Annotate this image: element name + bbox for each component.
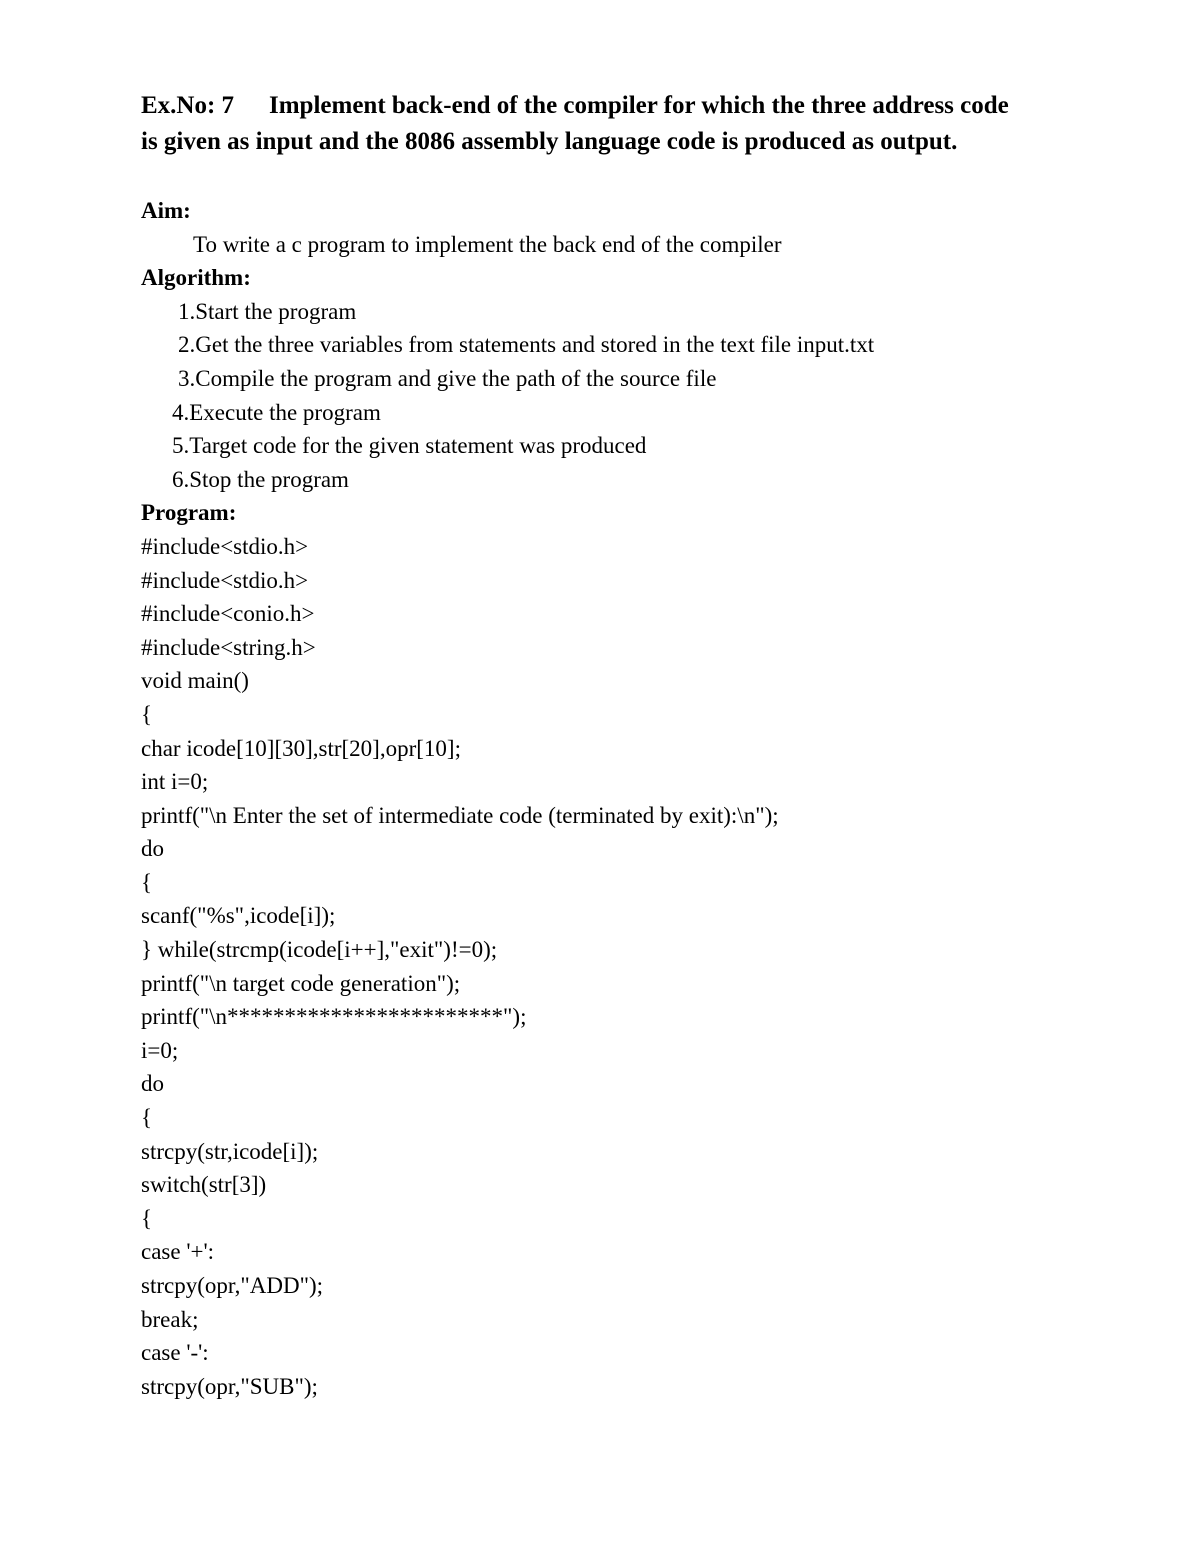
code-line: i=0;: [141, 1037, 179, 1063]
code-line: break;: [141, 1306, 199, 1332]
code-line: strcpy(opr,"ADD");: [141, 1273, 324, 1298]
code-line: case '-':: [141, 1340, 209, 1366]
code-line: #include<conio.h>: [141, 601, 315, 627]
code-line: char icode[10][30],str[20],opr[10];: [141, 735, 461, 761]
code-line: } while(strcmp(icode[i++],"exit")!=0);: [141, 937, 498, 963]
algorithm-step: 4.Execute the program: [172, 399, 381, 425]
code-line: case '+':: [141, 1239, 214, 1265]
code-line: printf("\n target code generation");: [141, 970, 461, 996]
exercise-number: Ex.No: 7: [141, 92, 235, 119]
code-line: {: [141, 869, 153, 895]
code-line: #include<string.h>: [141, 634, 316, 660]
code-line: int i=0;: [141, 769, 209, 795]
title-text-1: Implement back-end of the compiler for which the three address code: [269, 92, 1009, 119]
code-line: do: [141, 1071, 164, 1097]
aim-text: To write a c program to implement the back end of the compiler: [193, 231, 782, 257]
code-line: #include<stdio.h>: [141, 567, 309, 593]
title-line-2: is given as input and the 8086 assembly language code is produced as output.: [141, 128, 958, 155]
algorithm-heading: Algorithm:: [141, 265, 251, 291]
code-line: {: [141, 701, 153, 727]
code-line: {: [141, 1205, 153, 1231]
code-line: do: [141, 836, 164, 862]
code-line: printf("\n Enter the set of intermediate code (terminated by exit):\n");: [141, 802, 779, 828]
code-line: strcpy(opr,"SUB");: [141, 1373, 318, 1399]
algorithm-step: 6.Stop the program: [172, 466, 349, 492]
exercise-title: [141, 88, 1121, 160]
aim-heading: Aim:: [141, 198, 191, 223]
code-line: void main(): [141, 668, 249, 694]
code-line: scanf("%s",icode[i]);: [141, 903, 336, 929]
code-line: #include<stdio.h>: [141, 533, 309, 559]
algorithm-step: 2.Get the three variables from statements and stored in the text file input.txt: [178, 332, 875, 358]
title-line-1: [141, 88, 1121, 124]
algorithm-step: 3.Compile the program and give the path of the source file: [178, 365, 717, 391]
code-line: printf("\n************************");: [141, 1004, 527, 1030]
code-line: strcpy(str,icode[i]);: [141, 1138, 319, 1164]
code-line: switch(str[3]): [141, 1172, 267, 1198]
algorithm-step: 5.Target code for the given statement was produced: [172, 433, 647, 459]
code-line: {: [141, 1105, 153, 1131]
algorithm-step: 1.Start the program: [178, 298, 357, 324]
document-body: [141, 194, 1141, 1403]
program-heading: Program:: [141, 500, 237, 526]
